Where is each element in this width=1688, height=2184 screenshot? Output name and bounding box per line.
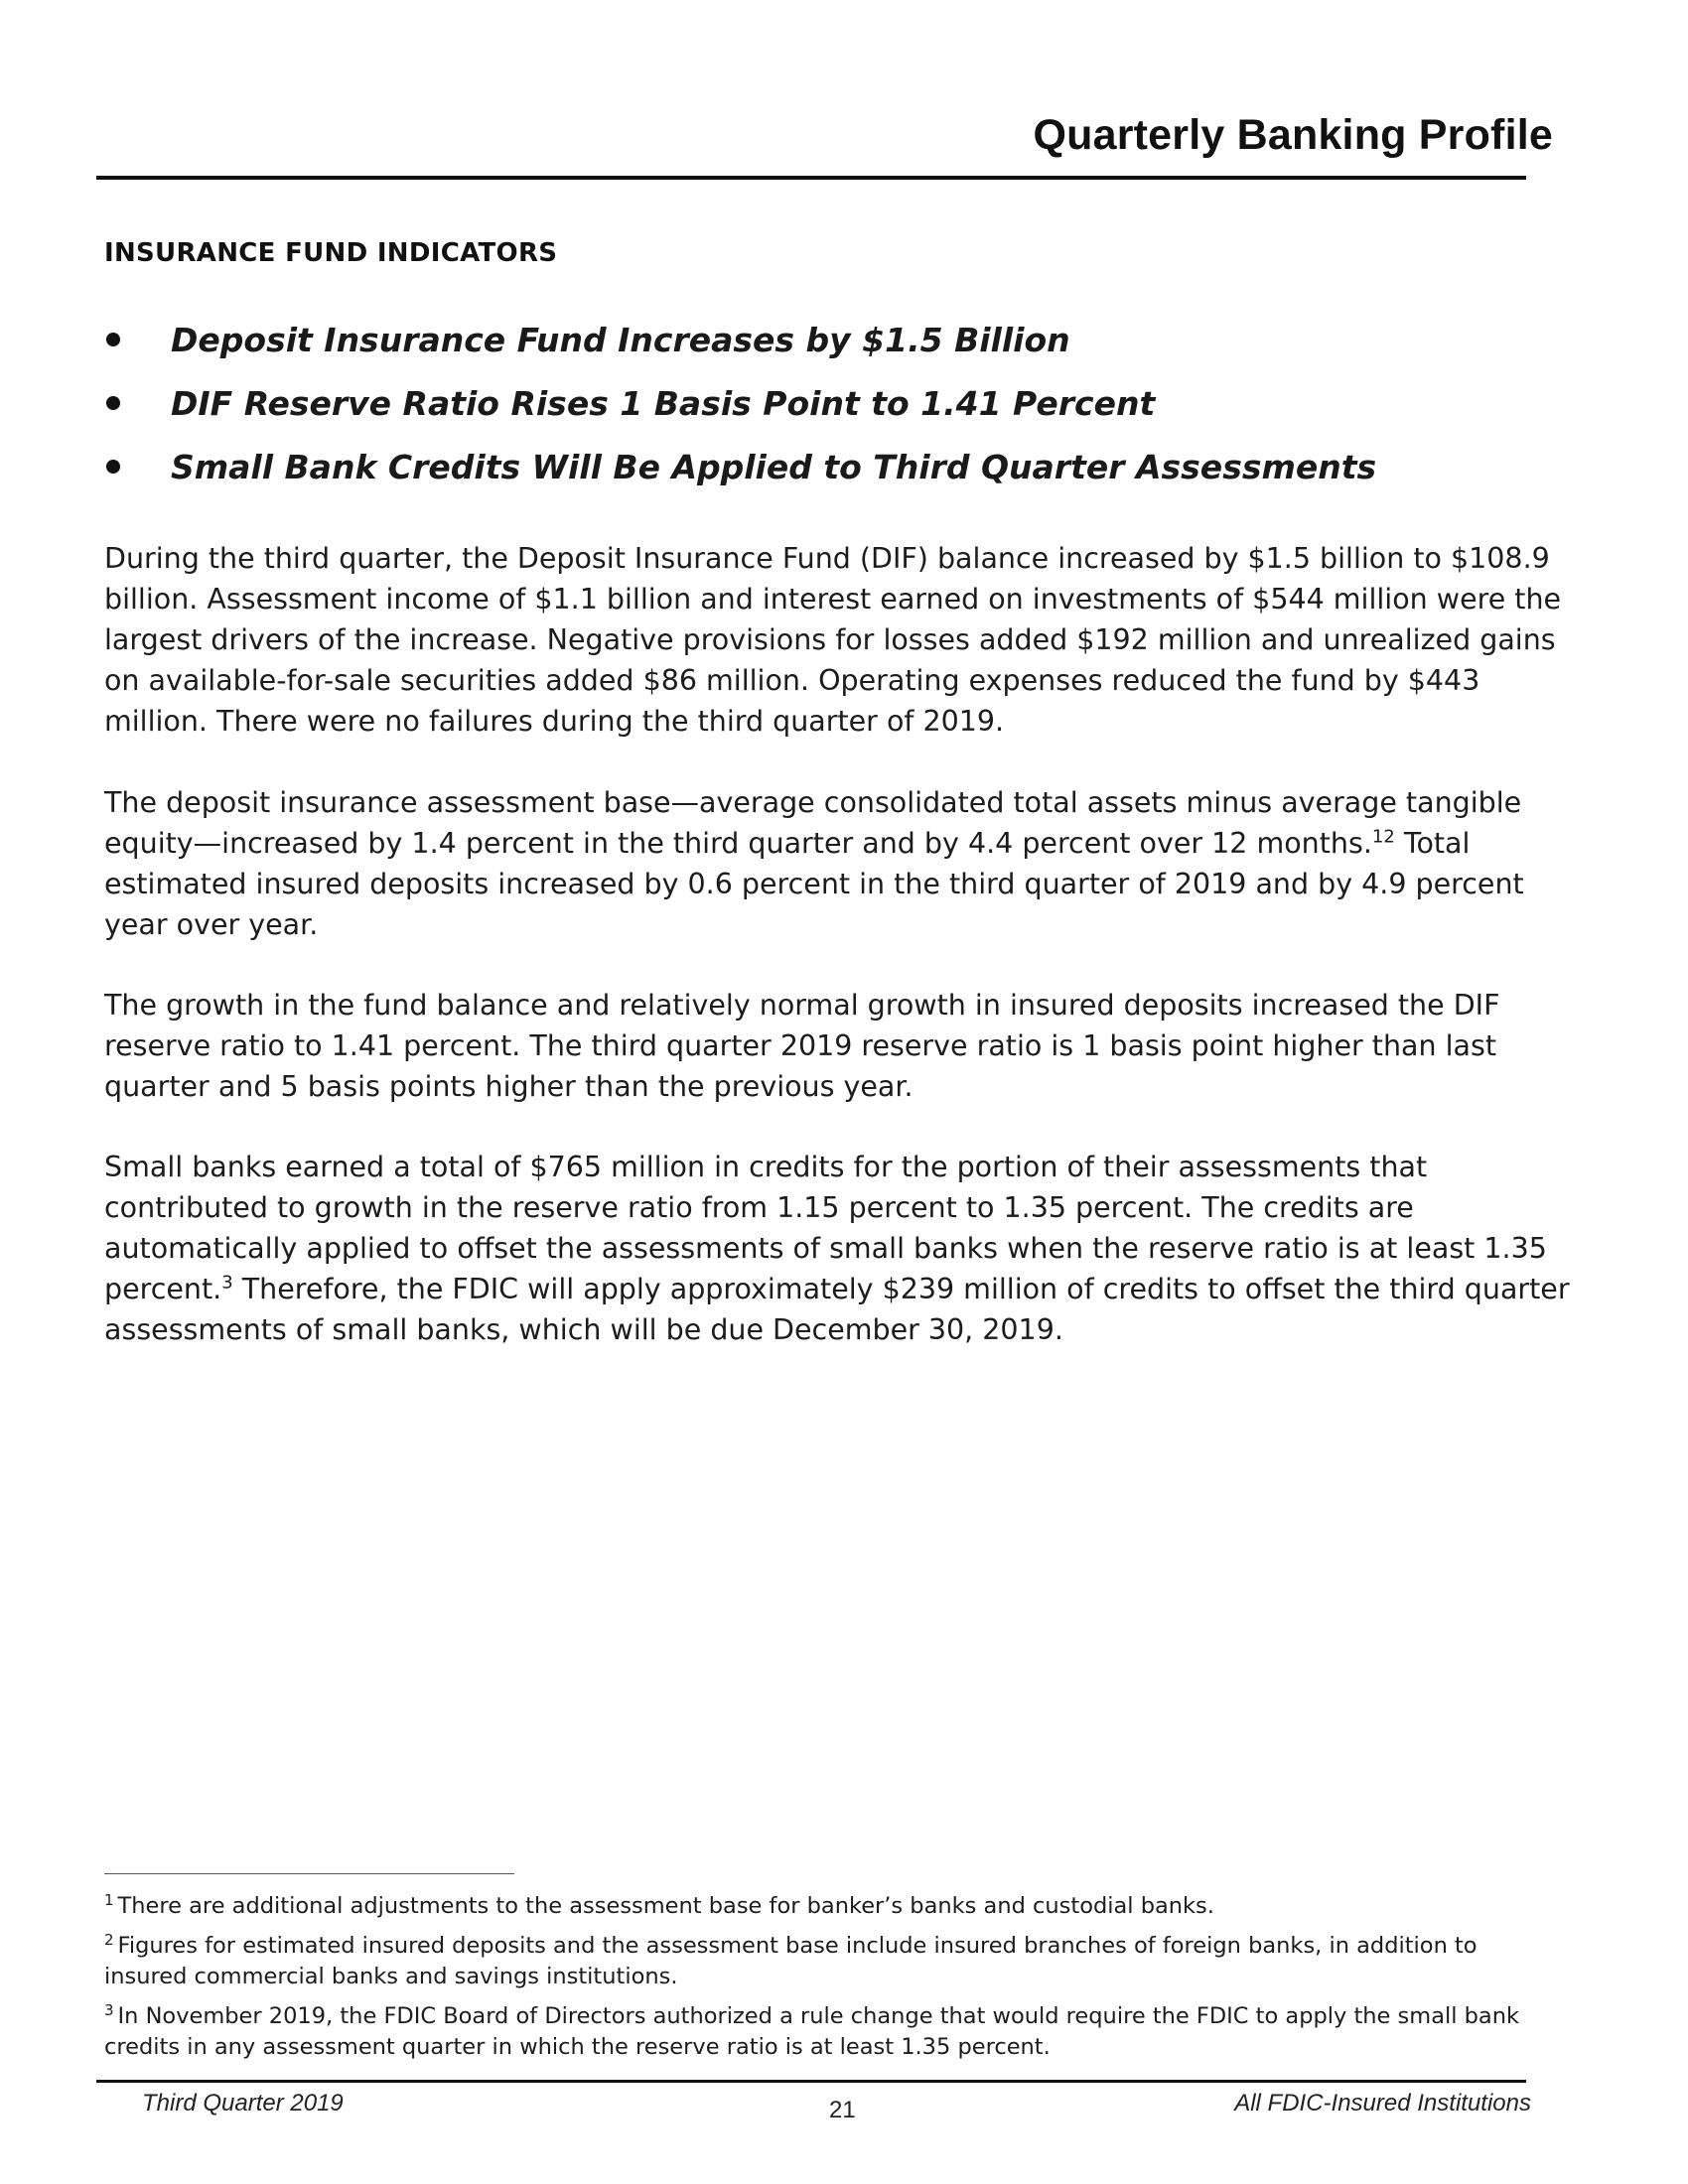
footer-scope: All FDIC-Insured Institutions xyxy=(1234,2090,1531,2116)
paragraph-fund-balance: During the third quarter, the Deposit Insurance Fund (DIF) balance increased by $1.5 billion to $108.9 billion. Assessment income of $1.1 billion and interest earned on investments of $544 million were the largest drivers of the increase. Negative provisions for losses added $192 million and unrealized gains on available-for-sale securities added $86 million. Operating expenses reduced the fund by $443 million. There were no failures during the third quarter of 2019. xyxy=(104,542,1562,738)
footnote-text: Figures for estimated insured deposits and the assessment base include insured branches of foreign banks, in addition to insured commercial banks and savings institutions. xyxy=(104,1933,1477,1989)
key-points-list xyxy=(104,308,1544,498)
header-divider xyxy=(96,176,1526,180)
key-point-item xyxy=(104,371,1544,435)
paragraph-assessment-base xyxy=(104,782,1574,945)
section-heading: INSURANCE FUND INDICATORS xyxy=(104,238,558,268)
key-point-item xyxy=(104,435,1544,498)
footnote-text: In November 2019, the FDIC Board of Directors authorized a rule change that would require the FDIC to apply the small bank credits in any assessment quarter in which the reserve ratio is at least 1.35 percent. xyxy=(104,2003,1519,2060)
footnote-text: There are additional adjustments to the assessment base for banker’s banks and custodial banks. xyxy=(117,1893,1214,1919)
page-number: 21 xyxy=(829,2097,856,2123)
paragraph-text: The deposit insurance assessment base—average consolidated total assets minus average tangible equity—increased by 1.4 percent in the third quarter and by 4.4 percent over 12 months. xyxy=(104,786,1522,860)
paragraph-text: Therefore, the FDIC will apply approximately $239 million of credits to offset the third quarter assessments of small banks, which will be due December 30, 2019. xyxy=(104,1273,1570,1346)
footnote-item xyxy=(104,1891,1554,1922)
footnote-divider xyxy=(104,1873,514,1874)
bullet-icon xyxy=(106,460,120,474)
footnote-item xyxy=(104,1931,1554,1992)
bullet-icon xyxy=(106,333,120,346)
footer-divider xyxy=(96,2080,1526,2083)
footer-period: Third Quarter 2019 xyxy=(142,2090,344,2116)
footnote-mark: 1 xyxy=(104,1890,114,1909)
footnote-item xyxy=(104,2001,1554,2063)
key-point-text: Deposit Insurance Fund Increases by $1.5 Billion xyxy=(171,320,1070,359)
page-header-title: Quarterly Banking Profile xyxy=(1033,111,1553,159)
key-point-text: Small Bank Credits Will Be Applied to Third Quarter Assessments xyxy=(171,447,1377,486)
paragraph-text: Small banks earned a total of $765 million in credits for the portion of their assessments that contributed to growth in the reserve ratio from 1.15 percent to 1.35 percent. The credits are automatically applied to offset the assessments of small banks when the reserve ratio is at least 1.35 percent. xyxy=(104,1151,1547,1305)
footnote-mark: 3 xyxy=(104,2000,114,2019)
bullet-icon xyxy=(106,396,120,410)
paragraph-text: Total estimated insured deposits increased by 0.6 percent in the third quarter of 2019 and by 4.9 percent year over year. xyxy=(104,827,1524,941)
key-point-text: DIF Reserve Ratio Rises 1 Basis Point to 1.41 Percent xyxy=(171,383,1156,423)
footnote-reference[interactable]: 3 xyxy=(221,1272,233,1294)
footnote-mark: 2 xyxy=(104,1930,114,1949)
paragraph-reserve-ratio: The growth in the fund balance and relatively normal growth in insured deposits increased the DIF reserve ratio to 1.41 percent. The third quarter 2019 reserve ratio is 1 basis point higher than last quarter and 5 basis points higher than the previous year. xyxy=(104,989,1500,1103)
footnotes xyxy=(104,1891,1554,2072)
paragraph-small-bank-credits xyxy=(104,1147,1574,1350)
key-point-item xyxy=(104,308,1544,371)
footnote-reference[interactable]: 12 xyxy=(1371,826,1395,848)
